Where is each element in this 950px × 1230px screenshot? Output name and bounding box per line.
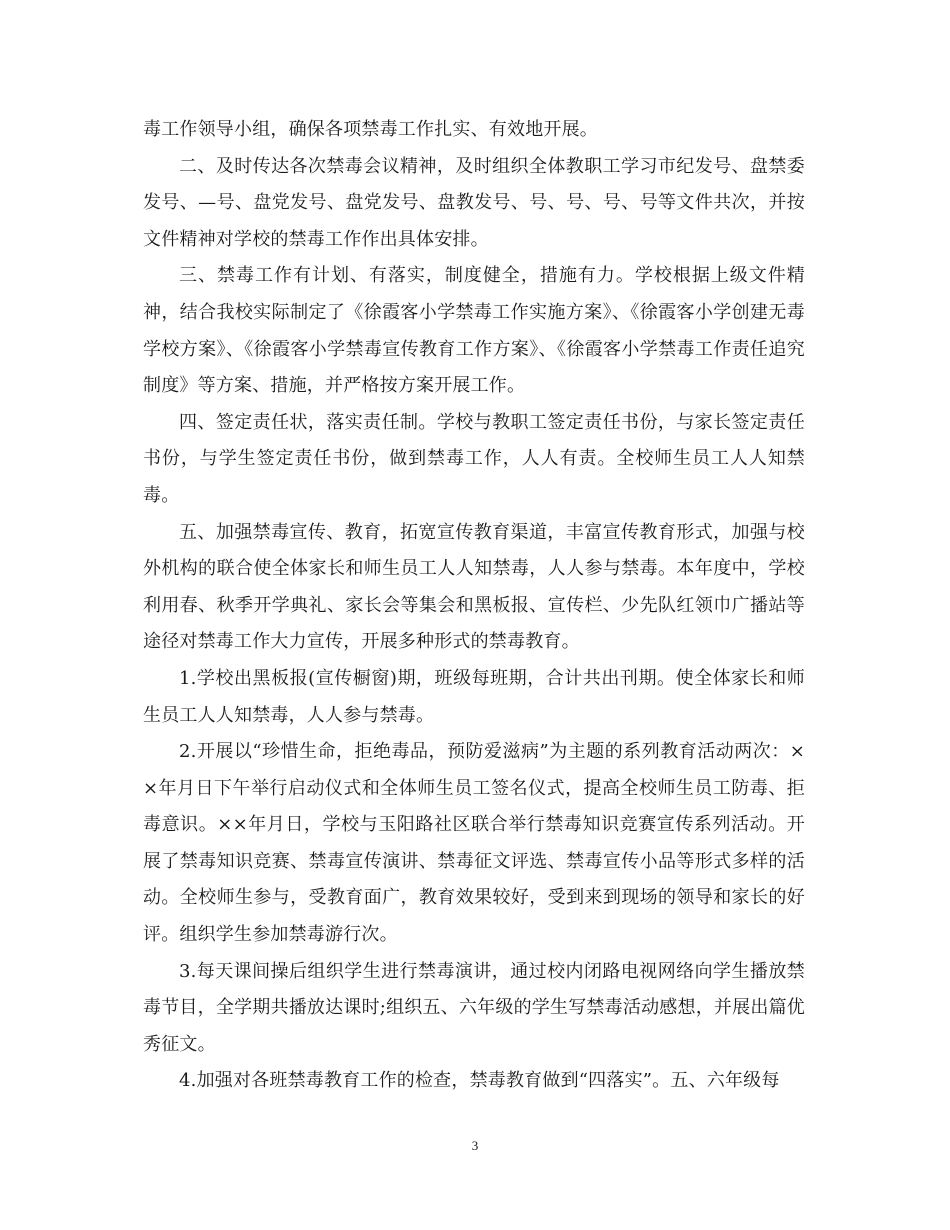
- paragraph-6: 1.学校出黑板报(宣传橱窗)期，班级每班期，合计共出刊期。使全体家长和师生员工人人知禁毒，人人参与禁毒。: [143, 667, 805, 726]
- paragraph-4: 四、签定责任状，落实责任制。学校与教职工签定责任书份，与家长签定责任书份，与学生签定责任书份，做到禁毒工作，人人有责。全校师生员工人人知禁毒。: [143, 411, 805, 506]
- paragraph-8: 3.每天课间操后组织学生进行禁毒演讲，通过校内闭路电视网络向学生播放禁毒节目，全学期共播放达课时;组织五、六年级的学生写禁毒活动感想，并展出篇优秀征文。: [143, 960, 805, 1055]
- body-text: [143, 112, 805, 1100]
- paragraph-5: 五、加强禁毒宣传、教育，拓宽宣传教育渠道，丰富宣传教育形式，加强与校外机构的联合使全体家长和师生员工人人知禁毒，人人参与禁毒。本年度中，学校利用春、秋季开学典礼、家长会等集会和黑板报、宣传栏、少先队红领巾广播站等途径对禁毒工作大力宣传，开展多种形式的禁毒教育。: [143, 521, 805, 653]
- paragraph-2: 二、及时传达各次禁毒会议精神，及时组织全体教职工学习市纪发号、盘禁委发号、—号、盘党发号、盘党发号、盘教发号、号、号、号、号等文件共次，并按文件精神对学校的禁毒工作作出具体安排。: [143, 155, 805, 250]
- paragraph-3: 三、禁毒工作有计划、有落实，制度健全，措施有力。学校根据上级文件精神，结合我校实际制定了《徐霞客小学禁毒工作实施方案》、《徐霞客小学创建无毒学校方案》、《徐霞客小学禁毒宣传教育工作方案》、《徐霞客小学禁毒工作责任追究制度》等方案、措施，并严格按方案开展工作。: [143, 265, 805, 397]
- page-number: 3: [471, 1138, 479, 1153]
- paragraph-1: 毒工作领导小组，确保各项禁毒工作扎实、有效地开展。: [143, 119, 598, 140]
- paragraph-9: 4.加强对各班禁毒教育工作的检查，禁毒教育做到“四落实”。五、六年级每: [179, 1070, 780, 1092]
- paragraph-7: 2.开展以“珍惜生命，拒绝毒品，预防爱滋病”为主题的系列教育活动两次：××年月日下午举行启动仪式和全体师生员工签名仪式，提高全校师生员工防毒、拒毒意识。××年月日，学校与玉阳路社区联合举行禁毒知识竞赛宣传系列活动。开展了禁毒知识竞赛、禁毒宣传演讲、禁毒征文评选、禁毒宣传小品等形式多样的活动。全校师生参与，受教育面广，教育效果较好，受到来到现场的领导和家长的好评。组织学生参加禁毒游行次。: [143, 741, 805, 946]
